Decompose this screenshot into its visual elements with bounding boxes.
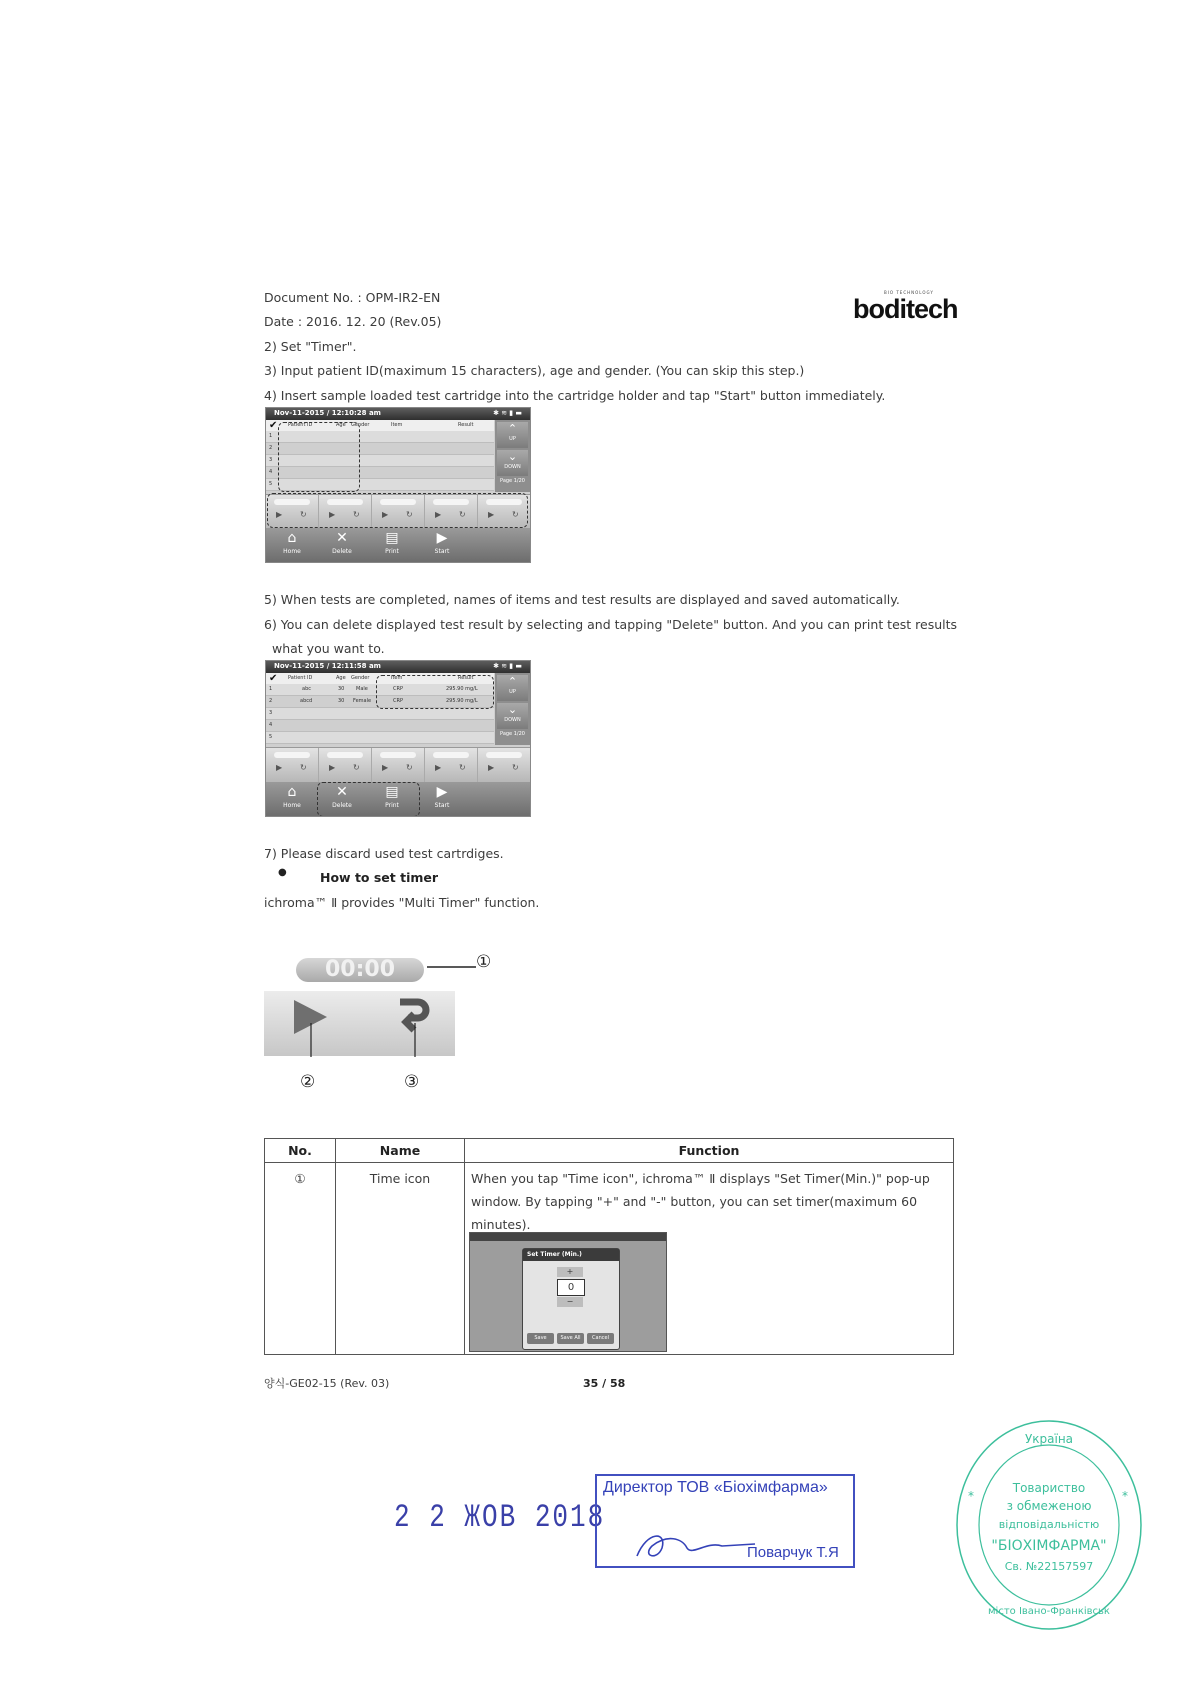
callout-1: ① <box>476 952 492 972</box>
th-function: Function <box>465 1139 954 1163</box>
printer-icon: ▤ <box>385 530 399 546</box>
status-bar <box>266 408 530 420</box>
col-item: Item <box>391 675 403 681</box>
play-icon[interactable]: ▶ <box>329 510 336 519</box>
play-icon[interactable]: ▶ <box>382 763 389 772</box>
col-patient-id: Patient ID <box>288 422 313 428</box>
cancel-button[interactable]: Cancel <box>587 1333 614 1344</box>
reset-icon[interactable]: ↻ <box>512 763 519 772</box>
step-6: 6) You can delete displayed test result by selecting and tapping "Delete" button. And you can print test results <box>264 617 958 632</box>
col-patient-id: Patient ID <box>288 675 313 681</box>
reset-icon[interactable]: ↻ <box>512 510 519 519</box>
seal-line-2: з обмеженою <box>1006 1499 1092 1513</box>
close-icon: ✕ <box>336 784 348 800</box>
table-row[interactable]: 4 <box>266 720 494 732</box>
table-row[interactable]: 3 <box>266 708 494 720</box>
step-3: 3) Input patient ID(maximum 15 characters), age and gender. (You can skip this step.) <box>264 363 805 378</box>
delete-button[interactable]: ✕ Delete <box>318 528 366 562</box>
reset-icon[interactable]: ↻ <box>459 763 466 772</box>
seal-bottom: місто Івано-Франківськ <box>988 1606 1110 1617</box>
datetime-label: Nov-11-2015 / 12:10:28 am <box>274 409 381 417</box>
play-icon[interactable]: ▶ <box>329 763 336 772</box>
director-name: Поварчук Т.Я <box>747 1544 839 1561</box>
step-5: 5) When tests are completed, names of items and test results are displayed and saved automatically. <box>264 592 900 607</box>
seal-top: Україна <box>1024 1432 1074 1446</box>
table-row[interactable]: 4 <box>266 467 494 479</box>
function-line: minutes). <box>471 1217 531 1232</box>
reset-icon[interactable]: ↻ <box>353 510 360 519</box>
reset-icon[interactable]: ↻ <box>406 763 413 772</box>
play-icon[interactable]: ▶ <box>435 763 442 772</box>
set-timer-dialog <box>522 1248 620 1350</box>
select-all-check-icon[interactable]: ✔ <box>269 420 278 431</box>
table-row[interactable]: 2 abcd 30 Female CRP 295.90 mg/L <box>266 696 494 708</box>
step-2: 2) Set "Timer". <box>264 339 357 354</box>
status-icons: ✱ ≋ ▮ ▬ <box>493 662 522 670</box>
table-row[interactable]: 2 <box>266 443 494 455</box>
start-button[interactable]: ▶ Start <box>418 782 466 816</box>
timer-strip <box>266 747 530 782</box>
seal-line-3: відповідальністю <box>998 1518 1100 1531</box>
highlight-patient-fields <box>278 422 360 492</box>
col-item: Item <box>391 422 403 428</box>
col-gender: Gender <box>351 675 370 681</box>
start-button[interactable]: ▶ Start <box>418 528 466 562</box>
director-stamp <box>595 1474 855 1568</box>
set-timer-screenshot <box>469 1232 667 1352</box>
function-line: window. By tapping "+" and "-" button, you can set timer(maximum 60 <box>471 1194 918 1209</box>
plus-button[interactable]: + <box>557 1267 583 1277</box>
play-icon[interactable]: ▶ <box>276 763 283 772</box>
print-button[interactable]: ▤ Print <box>368 528 416 562</box>
play-icon: ▶ <box>436 530 448 546</box>
play-icon: ▶ <box>436 784 448 800</box>
save-all-button[interactable]: Save All <box>557 1333 584 1344</box>
highlight-timers <box>267 493 528 528</box>
cell-name: Time icon <box>336 1163 465 1355</box>
timer-value-field[interactable]: 0 <box>557 1279 585 1296</box>
print-button[interactable]: ▤ Print <box>368 782 416 816</box>
select-all-check-icon[interactable]: ✔ <box>269 673 278 684</box>
th-name: Name <box>336 1139 465 1163</box>
printer-icon: ▤ <box>385 784 399 800</box>
step-4: 4) Insert sample loaded test cartridge into the cartridge holder and tap "Start" button immediately. <box>264 388 886 403</box>
device-screen-empty <box>265 407 531 563</box>
highlight-delete-print <box>317 782 420 817</box>
scroll-panel <box>495 673 530 745</box>
play-icon[interactable]: ▶ <box>276 510 283 519</box>
seal-line-5: Св. №22157597 <box>1004 1560 1094 1573</box>
director-title: Директор ТОВ «Біохімфарма» <box>603 1479 828 1496</box>
datetime-label: Nov-11-2015 / 12:11:58 am <box>274 662 381 670</box>
home-button[interactable]: ⌂ Home <box>268 782 316 816</box>
save-button[interactable]: Save <box>527 1333 554 1344</box>
home-icon: ⌂ <box>287 784 297 800</box>
reset-icon[interactable]: ↻ <box>406 510 413 519</box>
highlight-results <box>376 675 494 709</box>
svg-text:*: * <box>968 1489 974 1503</box>
col-gender: Gender <box>351 422 370 428</box>
page-indicator: Page 1/20 <box>500 478 525 484</box>
play-icon[interactable]: ▶ <box>488 763 495 772</box>
device-screen-results <box>265 660 531 817</box>
date-stamp: 2 2 ЖОВ 2018 <box>394 1498 606 1536</box>
th-no: No. <box>265 1139 336 1163</box>
step-7: 7) Please discard used test cartrdiges. <box>264 846 504 861</box>
time-icon[interactable]: 00:00 <box>296 958 424 982</box>
svg-text:*: * <box>1122 1489 1128 1503</box>
reset-icon[interactable]: ↻ <box>300 510 307 519</box>
col-result: Result <box>458 422 474 428</box>
page-indicator: Page 1/20 <box>500 731 525 737</box>
cell-no: ① <box>265 1163 336 1355</box>
col-age: Age <box>336 422 346 428</box>
status-bar <box>266 661 530 673</box>
close-icon: ✕ <box>336 530 348 546</box>
form-code: 양식-GE02-15 (Rev. 03) <box>264 1377 390 1390</box>
down-button[interactable]: ⌄ DOWN <box>497 703 528 729</box>
step-6-cont: what you want to. <box>272 641 385 656</box>
play-icon[interactable]: ▶ <box>435 510 442 519</box>
callout-2: ② <box>300 1072 316 1092</box>
seal-line-1: Товариство <box>1012 1481 1086 1495</box>
reset-icon[interactable]: ↻ <box>459 510 466 519</box>
delete-button[interactable]: ✕ Delete <box>318 782 366 816</box>
down-button[interactable]: ⌄ DOWN <box>497 450 528 476</box>
home-icon: ⌂ <box>287 530 297 546</box>
minus-button[interactable]: − <box>557 1297 583 1307</box>
play-icon[interactable]: ▶ <box>488 510 495 519</box>
table-row[interactable]: 5 <box>266 479 494 491</box>
table-row[interactable]: 3 <box>266 455 494 467</box>
timer-intro: ichroma™ Ⅱ provides "Multi Timer" function. <box>264 895 540 910</box>
col-result: Result <box>458 675 474 681</box>
bullet-icon: ● <box>278 867 287 878</box>
table-row[interactable]: 1 abc 30 Male CRP 295.90 mg/L <box>266 684 494 696</box>
scroll-panel <box>495 420 530 492</box>
logo-tagline: BIO TECHNOLOGY <box>884 290 934 295</box>
dialog-title: Set Timer (Min.) <box>523 1249 619 1261</box>
company-seal-icon <box>954 1418 1144 1632</box>
callout-3: ③ <box>404 1072 420 1092</box>
seal-line-4: "БІОХІМФАРМА" <box>991 1538 1107 1554</box>
document-number: Document No. : OPM-IR2-EN <box>264 290 441 305</box>
status-icons: ✱ ≋ ▮ ▬ <box>493 409 522 417</box>
play-icon[interactable]: ▶ <box>382 510 389 519</box>
section-heading-timer: How to set timer <box>320 870 439 885</box>
signature-icon <box>627 1526 757 1566</box>
function-line: When you tap "Time icon", ichroma™ Ⅱ displays "Set Timer(Min.)" pop-up <box>471 1171 930 1186</box>
reset-arrow-icon <box>400 1002 426 1030</box>
page-number: 35 / 58 <box>583 1377 626 1390</box>
reset-icon[interactable]: ↻ <box>353 763 360 772</box>
up-button[interactable]: ⌃ UP <box>497 422 528 448</box>
table-row[interactable]: 5 <box>266 732 494 744</box>
home-button[interactable]: ⌂ Home <box>268 528 316 562</box>
up-button[interactable]: ⌃ UP <box>497 675 528 701</box>
reset-icon[interactable]: ↻ <box>300 763 307 772</box>
boditech-logo: boditech <box>853 294 958 324</box>
table-row[interactable]: 1 <box>266 431 494 443</box>
document-date: Date : 2016. 12. 20 (Rev.05) <box>264 314 442 329</box>
col-age: Age <box>336 675 346 681</box>
bottom-bar <box>266 528 530 562</box>
